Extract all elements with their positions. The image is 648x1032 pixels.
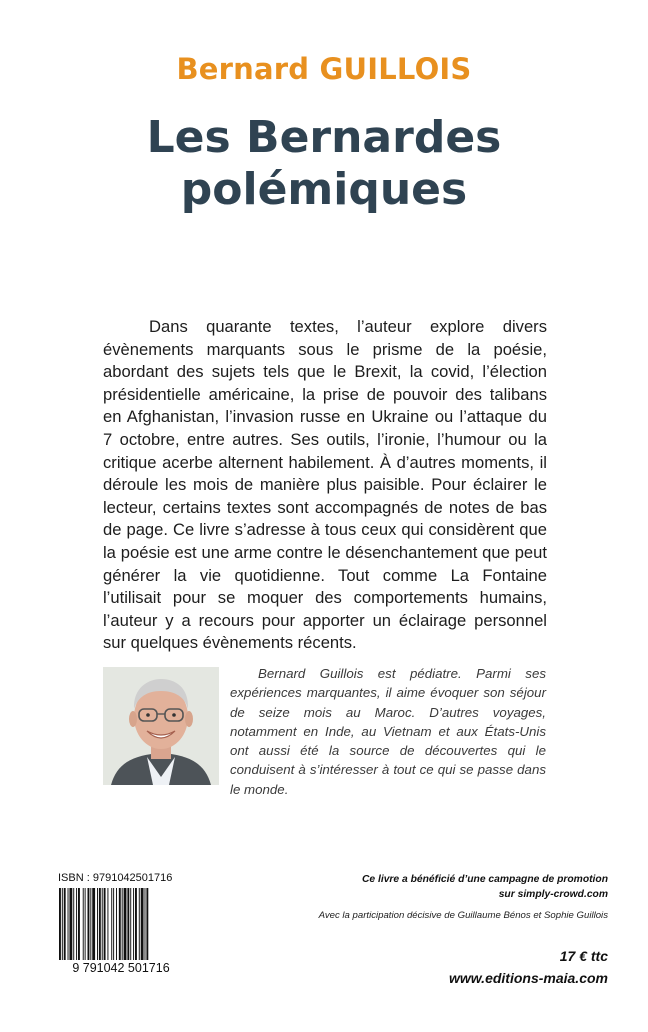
barcode-bar [76,888,77,968]
barcode-bar [139,888,140,968]
isbn-label: ISBN : 9791042501716 [58,872,173,884]
barcode-bar [145,888,146,968]
barcode-bar [127,888,129,968]
barcode-bar [116,888,117,968]
barcode-bar [92,888,95,968]
barcode-bar [146,888,148,968]
author-name: Bernard GUILLOIS [176,52,472,86]
book-title [0,112,648,216]
barcode-bar [122,888,123,968]
book-title-line-2: polémiques [180,164,468,215]
barcode-bar [69,888,72,968]
barcode-bar [85,888,86,968]
barcode-bar [73,888,74,968]
barcode-bar [68,888,69,968]
barcode-bar [133,888,134,968]
barcode-bar [119,888,121,968]
barcode-bar [141,888,144,968]
barcode-bars [59,888,148,968]
barcode-bar [104,888,106,968]
promo-text [308,872,608,902]
author-portrait-image [103,667,219,785]
barcode-bar [97,888,98,968]
barcode-bar [83,888,84,968]
isbn-barcode [58,888,184,974]
barcode-bar [111,888,112,968]
promo-line-1: Ce livre a bénéficié d’une campagne de promotion [361,874,608,885]
barcode-bar [99,888,101,968]
barcode-bar [124,888,127,968]
barcode-bar [88,888,90,968]
barcode-bar [130,888,131,968]
barcode-bar [59,888,61,968]
price: 17 € ttc [559,948,608,964]
barcode-bar [90,888,91,968]
barcode-bar [102,888,103,968]
barcode-bar [78,888,80,968]
promo-line-2: sur simply-crowd.com [498,889,608,900]
publisher-website: www.editions-maia.com [449,970,608,986]
barcode-digits: 9 791042 501716 [72,961,170,974]
author-photo [103,667,219,785]
barcode-bar [135,888,137,968]
barcode-bar [113,888,114,968]
book-blurb: Dans quarante textes, l’auteur explore divers évènements marquants sous le prisme de la poésie, abordant des sujets tels que le Brexit, la covid, l’élection présidentielle américaine, la prise de pouvoir des talibans en Afghanistan, l’invasion russe en Ukraine ou l’attaque du 7 octobre, entre autres. Ses outils, l’ironie, l’humour ou la critique acerbe alternent habilement. À d’autres moments, il déroule les mois de manière plus paisible. Pour éclairer le lecteur, certains textes sont accompagnés de notes de bas de page. Ce livre s’adresse à tous ceux qui considèrent que la poésie est une arme contre le désenchantement que peut générer la vie quotidienne. Tout comme La Fontaine l’utilisait pour se moquer des comportements humains, l’auteur y a recours pour apporter un éclairage personnel sur quelques évènements récents. [103,317,547,653]
barcode-bar [107,888,108,968]
book-title-line-1: Les Bernardes [146,112,502,163]
author-bio: Bernard Guillois est pédiatre. Parmi ses expériences marquantes, il aime évoquer son séjour de seize mois au Maroc. D’autres voyages, notamment en Inde, au Vietnam et aux États-Unis ont aussi été la source de découvertes qui le conduisent à s’intéresser à tout ce qui se passe dans le monde. [230,666,546,797]
barcode-bar [64,888,66,968]
participation-credit: Avec la participation décisive de Guillaume Bénos et Sophie Guillois [318,910,608,921]
barcode-bar [62,888,63,968]
